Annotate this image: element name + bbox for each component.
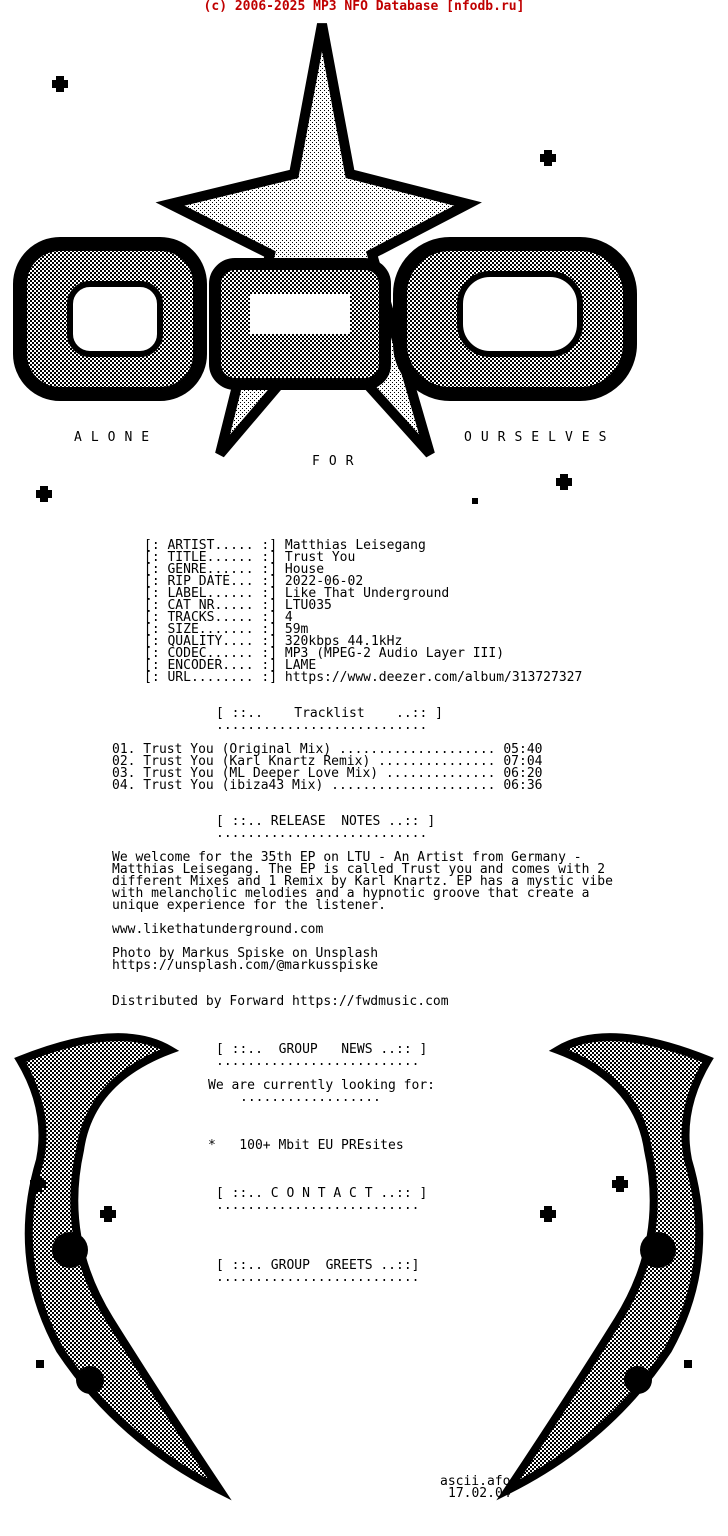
info-key: [: SIZE....... :]	[144, 622, 278, 637]
info-value: Trust You	[284, 550, 356, 565]
info-key: [: URL........ :]	[144, 670, 278, 685]
distributed-by[interactable]: Distributed by Forward https://fwdmusic.com	[112, 994, 449, 1009]
release-info	[144, 540, 582, 684]
info-value: MP3 (MPEG-2 Audio Layer III)	[284, 646, 505, 661]
info-key: [: ENCODER.... :]	[144, 658, 278, 673]
info-value: 4	[284, 610, 293, 625]
info-value: 2022-06-02	[284, 574, 364, 589]
info-key: [: QUALITY.... :]	[144, 634, 278, 649]
info-key: [: TITLE...... :]	[144, 550, 278, 565]
greets-header: [ ::.. GROUP GREETS ..::]	[216, 1258, 420, 1273]
logo-word-left: ALONE	[74, 430, 159, 445]
info-key: [: RIP DATE... :]	[144, 574, 278, 589]
art-credit: ascii.afo	[440, 1474, 511, 1489]
logo-word-right: OURSELVES	[464, 430, 616, 445]
info-key: [: CODEC...... :]	[144, 646, 278, 661]
info-key: [: GENRE...... :]	[144, 562, 278, 577]
track-row: 04. Trust You (ibiza43 Mix) ..................... 06:36	[112, 778, 543, 793]
track-row: 02. Trust You (Karl Knartz Remix) ............... 07:04	[112, 754, 543, 769]
track-row: 01. Trust You (Original Mix) .................... 05:40	[112, 742, 543, 757]
info-key: [: CAT NR..... :]	[144, 598, 278, 613]
notes-line: with melancholic melodies and a hypnotic groove that create a	[112, 886, 590, 901]
notes-header: [ ::.. RELEASE NOTES ..:: ]	[216, 814, 436, 829]
info-value[interactable]: https://www.deezer.com/album/313727327	[284, 670, 583, 685]
news-looking-dots: ..................	[240, 1090, 381, 1105]
greets-dots: ..........................	[216, 1270, 420, 1285]
info-value: 59m	[284, 622, 309, 637]
contact-header: [ ::.. C O N T A C T ..:: ]	[216, 1186, 428, 1201]
news-header: [ ::.. GROUP NEWS ..:: ]	[216, 1042, 428, 1057]
info-value: LAME	[284, 658, 317, 673]
info-value: Matthias Leisegang	[284, 538, 426, 553]
info-row[interactable]	[144, 672, 582, 684]
photo-credit: Photo by Markus Spiske on Unsplash	[112, 946, 379, 961]
info-value: Like That Underground	[284, 586, 450, 601]
news-looking: We are currently looking for:	[208, 1078, 435, 1093]
copyright-banner[interactable]: (c) 2006-2025 MP3 NFO Database [nfodb.ru]	[203, 0, 525, 14]
notes-line: Matthias Leisegang. The EP is called Trust you and comes with 2	[112, 862, 606, 877]
info-value: 320kbps 44.1kHz	[284, 634, 403, 649]
notes-line: unique experience for the listener.	[112, 898, 386, 913]
tracklist	[112, 744, 542, 792]
track-row: 03. Trust You (ML Deeper Love Mix) .............. 06:20	[112, 766, 543, 781]
tracklist-dots: ...........................	[216, 718, 428, 733]
notes-line: different Mixes and 1 Remix by Karl Knartz. EP has a mystic vibe	[112, 874, 613, 889]
notes-line: We welcome for the 35th EP on LTU - An Artist from Germany -	[112, 850, 582, 865]
tracklist-header: [ ::.. Tracklist ..:: ]	[216, 706, 443, 721]
info-value: LTU035	[284, 598, 332, 613]
art-date: 17.02.04	[448, 1486, 511, 1501]
info-key: [: ARTIST..... :]	[144, 538, 278, 553]
notes-body	[112, 852, 613, 912]
photo-link[interactable]: https://unsplash.com/@markusspiske	[112, 958, 379, 973]
news-dots: ..........................	[216, 1054, 420, 1069]
news-item: * 100+ Mbit EU PREsites	[208, 1138, 404, 1153]
info-key: [: TRACKS..... :]	[144, 610, 278, 625]
logo-word-middle: FOR	[312, 454, 363, 469]
website-link[interactable]: www.likethatunderground.com	[112, 922, 324, 937]
info-key: [: LABEL...... :]	[144, 586, 278, 601]
contact-dots: ..........................	[216, 1198, 420, 1213]
notes-dots: ...........................	[216, 826, 428, 841]
info-value: House	[284, 562, 325, 577]
